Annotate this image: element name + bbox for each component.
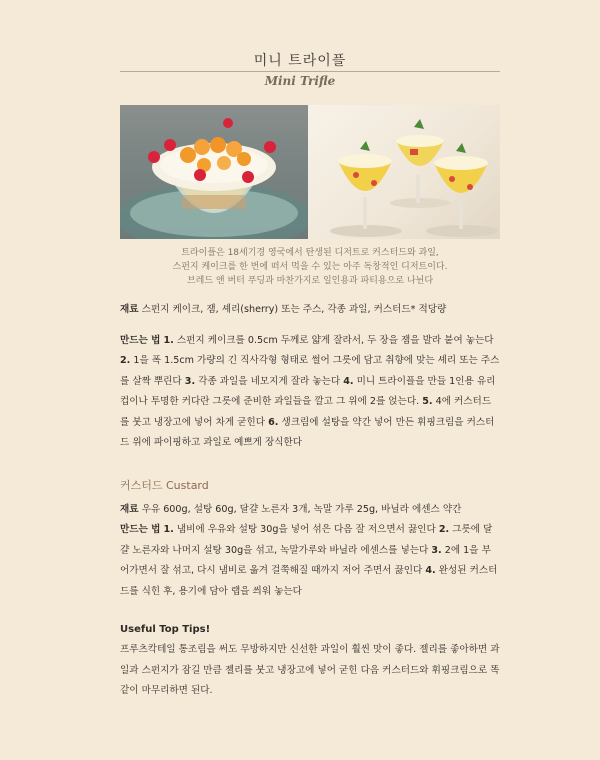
ingredients-text: 스펀지 케이크, 잼, 셰리(sherry) 또는 주스, 각종 과일, 커스터드* 적당량 <box>141 304 447 315</box>
step-number: 3. <box>184 375 196 387</box>
step-text: 스펀지 케이크를 0.5cm 두께로 얇게 잘라서, 두 장을 잼을 발라 붙여 놓는다 <box>176 334 494 346</box>
step-number: 4. <box>343 375 354 387</box>
step-text: 각종 과일을 네모지게 잘라 놓는다 <box>198 375 341 387</box>
main-ingredients <box>120 300 500 321</box>
step-number: 2. <box>120 355 131 366</box>
caption-line: 트라이플은 18세기경 영국에서 탄생된 디저트로 커스터드와 과일, <box>181 248 439 258</box>
caption-line: 스펀지 케이크를 한 번에 떠서 먹을 수 있는 아주 독창적인 디저트이다. <box>172 262 448 272</box>
step-number: 6. <box>268 416 279 428</box>
custard-method <box>120 520 500 602</box>
step-number: 5. <box>422 396 433 407</box>
custard-ingredients <box>120 500 500 521</box>
main-method <box>120 331 500 454</box>
step-number: 3. <box>431 544 442 556</box>
photo-strip <box>120 105 500 239</box>
page-subtitle: Mini Trifle <box>264 74 336 88</box>
custard-heading: 커스터드 Custard <box>120 478 209 492</box>
tips-heading: Useful Top Tips! <box>120 624 211 635</box>
step-text: 완성된 커스터드를 식힌 후, 용기에 담아 랩을 씌워 놓는다 <box>120 565 498 597</box>
step-text: 4에 커스터드를 붓고 냉장고에 넣어 차게 굳힌다 <box>120 396 492 428</box>
step-text: 생크림에 설탕을 약간 넣어 만든 휘핑크림을 커스터드 위에 파이핑하고 과일로 예쁘게 장식한다 <box>120 416 495 448</box>
step-number: 4. <box>425 565 436 576</box>
title-divider <box>120 71 500 72</box>
step-text: 냄비에 우유와 설탕 30g을 넣어 섞은 다음 잘 저으면서 끓인다 <box>176 524 436 535</box>
step-number: 2. <box>438 524 450 535</box>
step-text: 1을 폭 1.5cm 가량의 긴 직사각형 형태로 썰어 그릇에 담고 취향에 맞는 셰리 또는 주스를 살짝 뿌린다 <box>120 355 500 387</box>
ingredients-label: 재료 <box>120 304 139 315</box>
step-text: 미니 트라이플을 만들 1인용 유리컵이나 투명한 커다란 그릇에 준비한 과일들을 깔고 그 위에 2를 얹는다. <box>120 375 496 407</box>
step-number: 1. <box>163 524 174 535</box>
tips-text: 프루츠칵테일 통조림을 써도 무방하지만 신선한 과일이 훨씬 맛이 좋다. 젤리를 좋아하면 과일과 스펀지가 잠길 만큼 젤리를 붓고 냉장고에 넣어 굳힌 다음 커스터드와 휘핑크림으로 똑같이 마무리하면 된다. <box>120 644 500 696</box>
step-text: 2에 1을 부어가면서 잘 섞고, 다시 냄비로 옮겨 걸쭉해질 때까지 저어 주면서 끓인다 <box>120 544 491 576</box>
step-number: 1. <box>163 334 174 346</box>
page-title: 미니 트라이플 <box>253 53 347 69</box>
recipe-body <box>120 300 500 702</box>
ingredients-text: 우유 600g, 설탕 60g, 달걀 노른자 3개, 녹말 가루 25g, 바닐라 에센스 약간 <box>141 503 462 515</box>
method-label: 만드는 법 <box>120 524 161 535</box>
caption-line: 브레드 앤 버터 푸딩과 마찬가지로 일인용과 파티용으로 나뉜다 <box>186 276 434 286</box>
method-label: 만드는 법 <box>120 334 161 346</box>
ingredients-label: 재료 <box>120 503 139 515</box>
step-text: 그릇에 달걀 노른자와 나머지 설탕 30g을 섞고, 녹말가루와 바닐라 에센스를 넣는다 <box>120 524 493 556</box>
trifle-bowl-photo <box>120 105 308 239</box>
mini-trifle-glasses-photo <box>308 105 500 239</box>
photo-caption <box>120 246 500 288</box>
